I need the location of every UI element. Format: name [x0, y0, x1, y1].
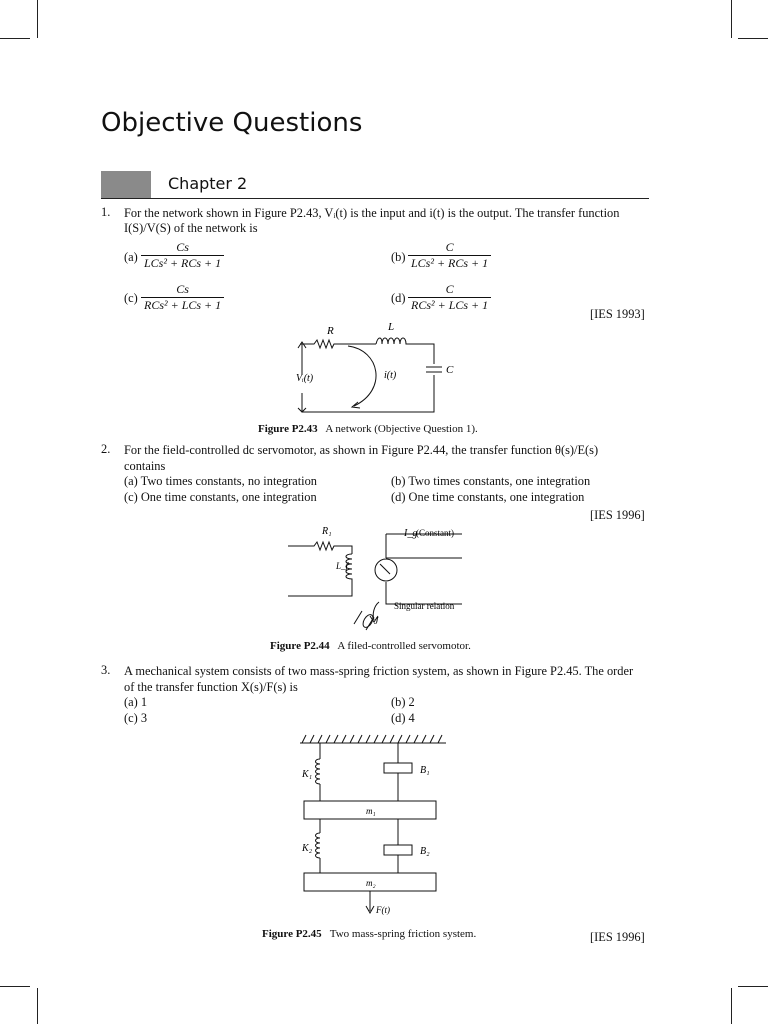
fraction-denominator: RCs² + LCs + 1 — [141, 297, 224, 313]
option-label: (c) 3 — [124, 711, 148, 725]
damper-label: B₁ — [420, 765, 430, 776]
crop-mark — [731, 988, 732, 1024]
fraction-numerator: Cs — [176, 282, 189, 296]
mass-spring-diagram — [296, 733, 456, 919]
fraction-numerator: Cs — [176, 240, 189, 254]
caption-number: Figure P2.44 — [270, 640, 330, 652]
spring-label: K₁ — [302, 769, 313, 780]
option-label: (b) 2 — [391, 695, 415, 709]
option-label: (d) One time constants, one integration — [391, 490, 585, 504]
option-label: (b) Two times constants, one integration — [391, 474, 591, 488]
chapter-title: Chapter 2 — [168, 174, 248, 193]
inductor-label: L_f — [336, 561, 349, 571]
caption-text: A network (Objective Question 1). — [325, 423, 478, 435]
singular-relation-label: Singular relation — [394, 601, 455, 611]
option-label: (a) 1 — [124, 695, 148, 709]
mass-label: m₂ — [366, 878, 376, 888]
current-label: i(t) — [384, 370, 397, 381]
mass-label: m₁ — [366, 806, 376, 816]
question-text: of the transfer function X(s)/F(s) is — [124, 680, 298, 694]
input-voltage-label: Vᵢ(t) — [296, 373, 314, 384]
option-fraction — [141, 282, 224, 313]
circuit-diagram — [292, 320, 492, 420]
question-number: 2. — [101, 442, 111, 456]
chapter-tab — [101, 171, 151, 198]
option-label: (d) 4 — [391, 711, 415, 725]
fraction-numerator: C — [445, 282, 454, 296]
option-fraction — [408, 282, 491, 313]
option-label: (b) — [391, 250, 406, 264]
crop-mark — [0, 38, 30, 39]
fraction-denominator: LCs² + RCs + 1 — [408, 255, 491, 271]
fraction-numerator: C — [445, 240, 454, 254]
page-title: Objective Questions — [101, 108, 363, 138]
option-label: (a) Two times constants, no integration — [124, 474, 317, 488]
question-text: A mechanical system consists of two mass-spring friction system, as shown in Figure P2.45. The order — [124, 664, 634, 678]
chapter-header — [101, 171, 649, 199]
caption-number: Figure P2.45 — [262, 928, 322, 940]
option-label: (a) — [124, 250, 138, 264]
option-label: (c) One time constants, one integration — [124, 490, 317, 504]
current-label: I_g — [404, 528, 418, 539]
option-fraction — [141, 240, 224, 271]
caption-text: Two mass-spring friction system. — [329, 928, 477, 940]
servomotor-diagram — [286, 524, 476, 634]
caption-text: A filed-controlled servomotor. — [337, 640, 471, 652]
question-text: contains — [124, 459, 166, 473]
option-fraction — [408, 240, 491, 271]
capacitor-label: C — [446, 364, 454, 376]
source-reference: [IES 1996] — [590, 930, 645, 944]
question-number: 3. — [101, 663, 111, 677]
crop-mark — [0, 986, 30, 987]
inertia-label: J — [374, 616, 379, 627]
source-reference: [IES 1993] — [590, 307, 645, 321]
resistor-label: R — [327, 325, 334, 337]
crop-mark — [738, 986, 768, 987]
force-label: F(t) — [376, 905, 390, 915]
constant-label: (Constant) — [416, 528, 454, 538]
caption-number: Figure P2.43 — [258, 423, 318, 435]
option-label: (d) — [391, 291, 406, 305]
damper-label: B₂ — [420, 846, 430, 857]
source-reference: [IES 1996] — [590, 508, 645, 522]
question-text: I(S)/V(S) of the network is — [124, 221, 258, 235]
question-text: For the field-controlled dc servomotor, as shown in Figure P2.44, the transfer function θ(s)/E(s) — [124, 443, 599, 457]
resistor-label: R₁ — [322, 526, 332, 537]
crop-mark — [731, 0, 732, 38]
inductor-label: L — [388, 321, 395, 333]
crop-mark — [37, 988, 38, 1024]
figure-caption — [258, 423, 478, 435]
crop-mark — [37, 0, 38, 38]
figure-caption — [270, 640, 471, 652]
question-text: For the network shown in Figure P2.43, Vᵢ(t) is the input and i(t) is the output. The transfer function — [124, 206, 620, 220]
question-number: 1. — [101, 205, 111, 219]
fraction-denominator: LCs² + RCs + 1 — [141, 255, 224, 271]
fraction-denominator: RCs² + LCs + 1 — [408, 297, 491, 313]
option-label: (c) — [124, 291, 138, 305]
crop-mark — [738, 38, 768, 39]
figure-caption — [262, 928, 476, 940]
spring-label: K₂ — [302, 843, 313, 854]
